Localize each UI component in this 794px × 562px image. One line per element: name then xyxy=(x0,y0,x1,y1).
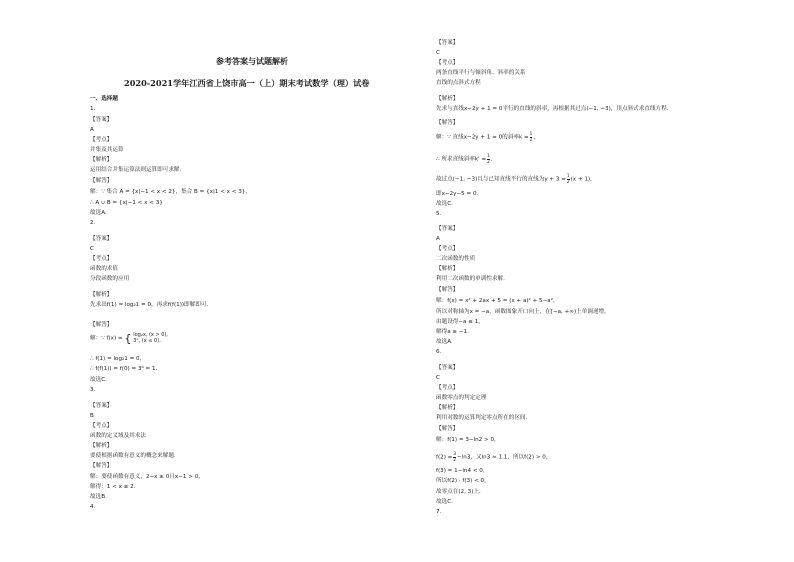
q6-answer: C xyxy=(436,375,440,381)
fraction-denominator: 2 xyxy=(566,178,570,184)
q6-analysis: 利用对数的运算判定零点所在的区间. xyxy=(436,415,528,421)
q6-solution-line: f(3) = 1−ln4 < 0， xyxy=(436,468,489,474)
q1-solution-line: ∴ A ∪ B = {x|−1 < x < 3} xyxy=(90,200,163,206)
q5-solution-line: 由题设得−a ≤ 1， xyxy=(436,319,484,325)
fraction-denominator: 2 xyxy=(529,136,533,142)
fraction-denominator: 2 xyxy=(453,456,457,462)
q2-solution-line: ∴ f(f(1)) = f(0) = 3⁰ = 1. xyxy=(90,366,158,372)
q5-solution-line: 解得a ≥ −1. xyxy=(436,329,469,335)
q1-analysis: 运用结合并集运算法则运算即可求解. xyxy=(90,167,182,173)
q4-solution-tag: 【解答】 xyxy=(436,120,459,126)
q5-number: 5. xyxy=(436,211,442,217)
fraction xyxy=(530,132,533,142)
text-segment: (x + 1)， xyxy=(570,176,596,183)
q3-answer-tag: 【答案】 xyxy=(90,403,113,409)
q2-keypoint: 分段函数的应用 xyxy=(90,276,130,282)
q2-piecewise-cases xyxy=(133,332,168,344)
q4-analysis-tag: 【解析】 xyxy=(436,96,459,102)
q6-keypoint-tag: 【考点】 xyxy=(436,385,459,391)
q3-keypoint: 函数的定义域及其求法 xyxy=(90,433,146,439)
q2-solution-tag: 【解答】 xyxy=(90,322,113,328)
q1-number: 1. xyxy=(90,106,96,112)
q3-solution-line: 解得：1 < x ≤ 2. xyxy=(90,484,136,490)
q5-conclusion: 故选A. xyxy=(436,339,453,345)
q6-solution-line: 故零点在(2, 3)上. xyxy=(436,489,481,495)
fraction xyxy=(567,174,570,184)
q4-solution-line xyxy=(436,174,596,184)
q2-piecewise-line xyxy=(90,332,168,344)
q3-solution-tag: 【解答】 xyxy=(90,463,113,469)
q4-analysis: 先求与直线x−2y + 1 = 0平行的直线的斜率，再根据其过点(−1, −3)，用点斜式求直线方程. xyxy=(436,106,669,112)
q4-solution-line xyxy=(436,132,539,142)
q1-answer: A xyxy=(90,127,94,133)
q1-keypoint: 并集及其运算 xyxy=(90,147,124,153)
text-segment: . xyxy=(490,156,493,163)
q6-analysis-tag: 【解析】 xyxy=(436,405,459,411)
q1-solution-line: 解：∵ 集合 A = {x|−1 < x < 2}，集合 B = {x|1 < x < 3}， xyxy=(90,189,251,195)
q5-solution-tag: 【解答】 xyxy=(436,287,459,293)
q6-solution-tag: 【解答】 xyxy=(436,426,459,432)
fraction xyxy=(453,452,456,462)
q5-answer-tag: 【答案】 xyxy=(436,226,459,232)
q2-answer: C xyxy=(90,246,94,252)
fraction-numerator: 1 xyxy=(487,153,490,158)
q1-answer-tag: 【答案】 xyxy=(90,117,113,123)
q3-keypoint-tag: 【考点】 xyxy=(90,423,113,429)
q4-conclusion: 故选C. xyxy=(436,201,453,207)
q6-number: 6. xyxy=(436,349,442,355)
q1-analysis-tag: 【解析】 xyxy=(90,157,113,163)
q6-answer-tag: 【答案】 xyxy=(436,365,459,371)
q2-case: log₂x, (x > 0), xyxy=(133,332,168,338)
q5-keypoint-tag: 【考点】 xyxy=(436,246,459,252)
q3-answer: B xyxy=(90,413,94,419)
q2-analysis-tag: 【解析】 xyxy=(90,292,113,298)
q4-keypoint: 两条直线平行与倾斜角、斜率的关系 xyxy=(436,70,526,76)
q2-analysis: 先求出f(1) = log₂1 = 0，再求f(f(1))即解即可. xyxy=(90,302,209,308)
q6-keypoint: 函数零点的判定定理 xyxy=(436,395,487,401)
fraction-numerator: 1 xyxy=(529,131,533,136)
q2-number: 2. xyxy=(90,220,96,226)
q6-solution-line: 解：f(1) = 3−ln2 > 0， xyxy=(436,437,500,443)
q2-piecewise-lhs: 解：∵ f(x) = xyxy=(90,335,123,342)
q2-answer-tag: 【答案】 xyxy=(90,236,113,242)
q3-solution-line: 解：要使函数有意义，2−x ≥ 0且x−1 > 0， xyxy=(90,474,204,480)
q4-solution-line: 即x−2y−5 = 0. xyxy=(436,191,479,197)
text-segment: 故过点(−1, −3)且与已知直线平行的直线为y + 3 = xyxy=(436,176,566,183)
doc-title: 参考答案与试题解析 xyxy=(216,56,288,66)
q2-keypoint-tag: 【考点】 xyxy=(90,256,113,262)
q6-solution-line: 所以f(2) · f(3) < 0， xyxy=(436,478,490,484)
q4-answer: C xyxy=(436,50,440,56)
q4-keypoint-tag: 【考点】 xyxy=(436,60,459,66)
q3-conclusion: 故选B. xyxy=(90,494,107,500)
q3-number: 3. xyxy=(90,387,96,393)
q2-conclusion: 故选C. xyxy=(90,377,107,383)
q5-solution-line: 解：f(x) = x² + 2ax + 5 = (x + a)² + 5−a²， xyxy=(436,298,559,304)
q6-conclusion: 故选C. xyxy=(436,499,453,505)
q1-conclusion: 故选A. xyxy=(90,210,107,216)
brace-symbol: { xyxy=(124,331,132,345)
q4-solution-line xyxy=(436,154,493,164)
q3-analysis: 要使根据函数有意义的概念来解题. xyxy=(90,453,176,459)
q5-solution-line: 所以对称轴为x = −a，函数图象开口向上，在[−a, +∞)上单调递增， xyxy=(436,309,610,315)
fraction-denominator: 2 xyxy=(487,158,490,164)
fraction-numerator: 1 xyxy=(566,173,570,178)
q6-solution-line xyxy=(436,452,551,462)
fraction-numerator: 3 xyxy=(453,451,457,456)
text-segment: ∴ 所求直线斜率k' = xyxy=(436,156,487,163)
fraction xyxy=(487,154,490,164)
text-segment: 解：∵ 直线x−2y + 1 = 0的斜率k = xyxy=(436,134,529,141)
q7-number: 7. xyxy=(436,509,442,515)
section-heading: 一、选择题 xyxy=(90,96,118,102)
q4-number: 4. xyxy=(90,504,96,510)
doc-subtitle: 2020-2021学年江西省上饶市高一（上）期末考试数学（理）试卷 xyxy=(124,78,370,88)
text-segment: f(2) = xyxy=(436,454,453,461)
q2-solution-line: ∴ f(1) = log₂1 = 0， xyxy=(90,356,146,362)
text-segment: ， xyxy=(533,134,539,141)
q3-analysis-tag: 【解析】 xyxy=(90,443,113,449)
q1-keypoint-tag: 【考点】 xyxy=(90,137,113,143)
q1-solution-tag: 【解答】 xyxy=(90,178,113,184)
q2-case: 3ˣ, (x ≤ 0), xyxy=(133,338,161,344)
q5-keypoint: 二次函数的性质 xyxy=(436,256,476,262)
q5-answer: A xyxy=(436,236,440,242)
text-segment: −ln3，又ln3 ≈ 1.1，所以f(2) > 0， xyxy=(457,454,552,461)
q2-keypoint: 函数的求值 xyxy=(90,266,118,272)
q4-answer-tag: 【答案】 xyxy=(436,40,459,46)
q5-analysis: 利用二次函数的单调性求解. xyxy=(436,276,505,282)
q5-analysis-tag: 【解析】 xyxy=(436,266,459,272)
q4-keypoint: 直线的点斜式方程 xyxy=(436,80,481,86)
